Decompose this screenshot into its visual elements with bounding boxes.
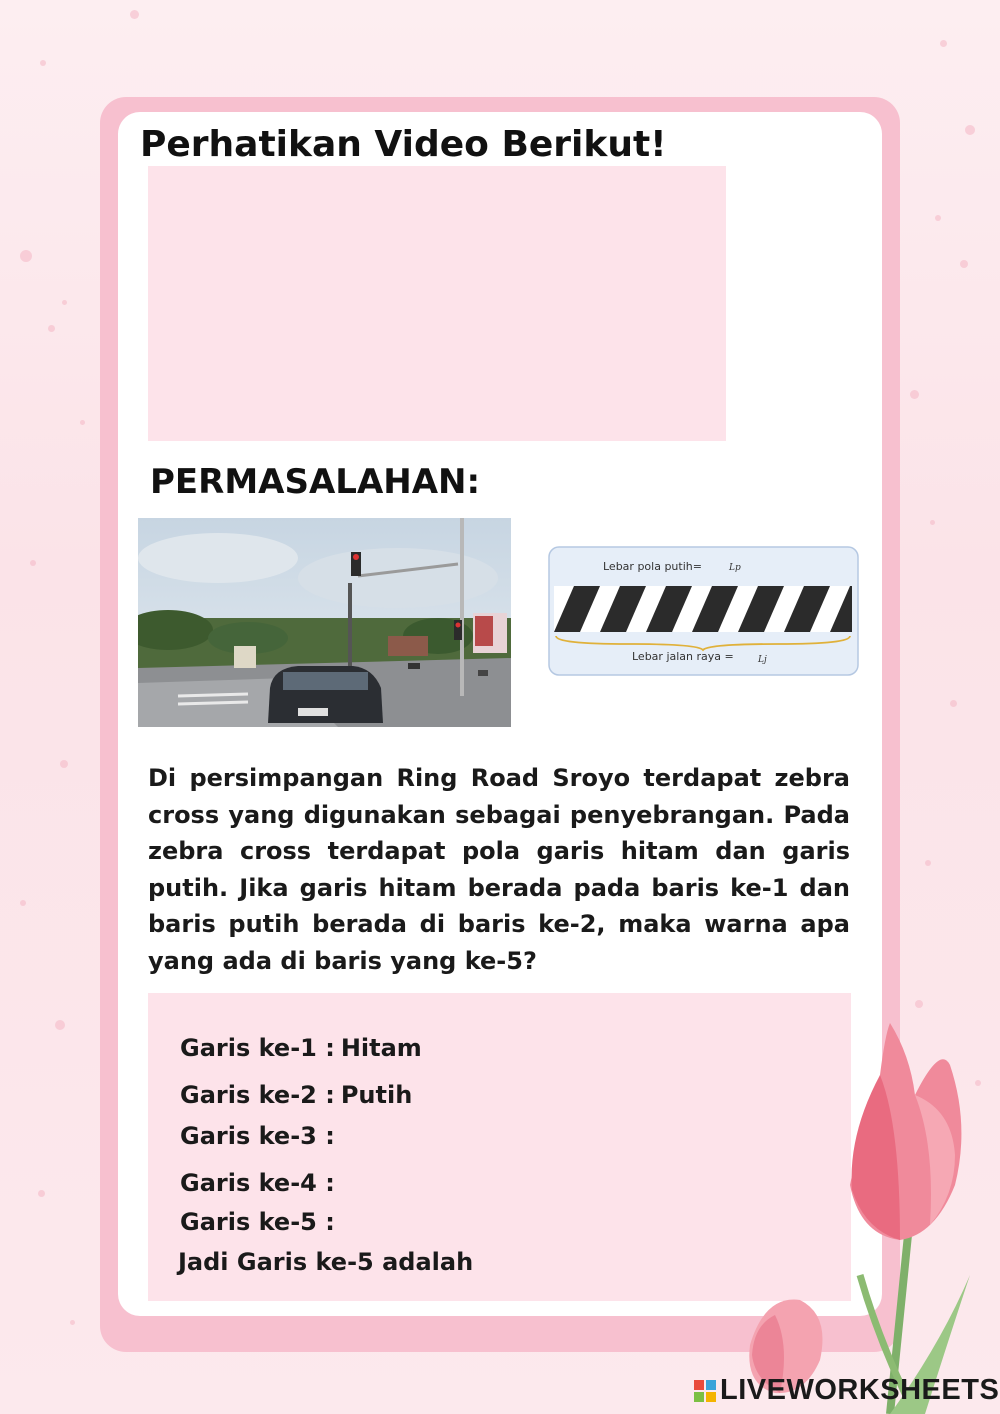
problem-text: Di persimpangan Ring Road Sroyo terdapat zebra cross yang digunakan sebagai penyebrangan. Pada zebra cross terdapat pola garis hitam dan garis putih. Jika garis hitam berada pada baris ke-1 dan baris putih berada di baris ke-2, maka warna apa yang ada di baris yang ke-5? <box>148 764 850 975</box>
answer-row-2 <box>180 1078 412 1112</box>
answer-label-4: Garis ke-4 : <box>180 1169 335 1197</box>
conclusion-row <box>178 1245 799 1279</box>
tulip-decoration <box>740 1015 1000 1414</box>
street-photo <box>138 518 511 727</box>
answer-label-5: Garis ke-5 : <box>180 1208 335 1236</box>
answer-value-2: Putih <box>340 1081 413 1109</box>
zebra-cross-diagram <box>548 546 859 676</box>
white-width-label: Lebar pola putih= <box>603 560 702 573</box>
answer-row-5 <box>180 1205 701 1239</box>
video-embed[interactable] <box>148 166 726 441</box>
liveworksheets-logo-icon <box>694 1380 716 1402</box>
white-width-symbol: Lp <box>729 563 741 573</box>
answer-row-1 <box>180 1031 422 1065</box>
answer-label-1: Garis ke-1 : <box>180 1034 335 1062</box>
answer-value-1: Hitam <box>340 1034 422 1062</box>
answer-row-4 <box>180 1166 701 1200</box>
answer-row-3 <box>180 1119 701 1153</box>
answer-label-3: Garis ke-3 : <box>180 1122 335 1150</box>
road-width-label: Lebar jalan raya = <box>632 650 734 663</box>
liveworksheets-logo <box>694 1374 999 1407</box>
conclusion-label: Jadi Garis ke-5 adalah <box>178 1248 474 1276</box>
road-width-symbol: Lj <box>758 655 767 665</box>
page-title: Perhatikan Video Berikut! <box>140 124 667 165</box>
answer-label-2: Garis ke-2 : <box>180 1081 335 1109</box>
answer-input-3[interactable] <box>341 1120 701 1152</box>
answer-input-4[interactable] <box>341 1167 701 1199</box>
answer-input-5[interactable] <box>341 1206 701 1238</box>
logo-text: LIVEWORKSHEETS <box>720 1374 1000 1406</box>
section-heading: PERMASALAHAN: <box>150 462 481 502</box>
